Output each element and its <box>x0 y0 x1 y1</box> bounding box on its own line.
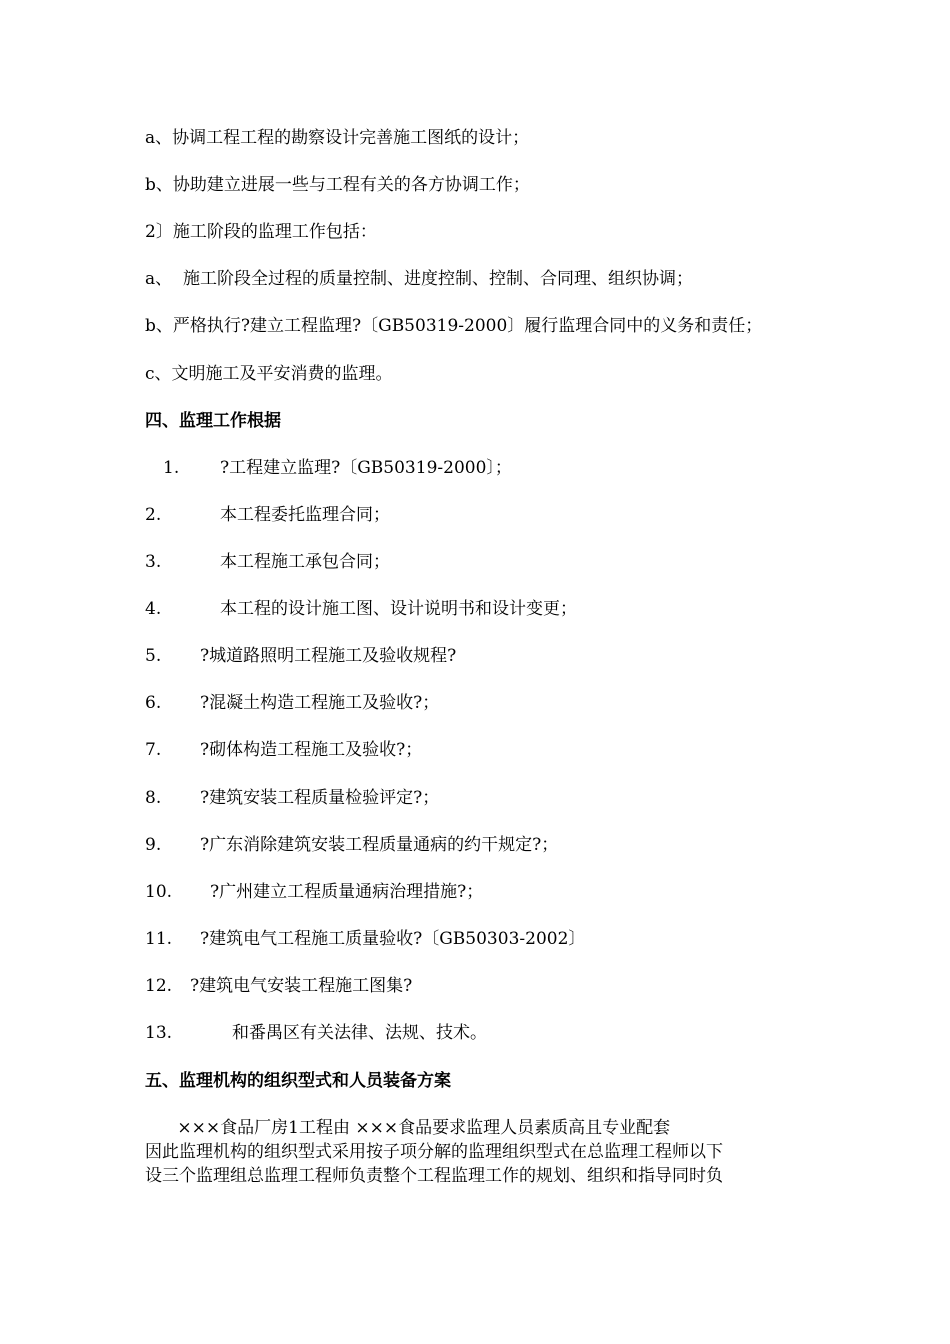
list-number: 5. <box>145 646 162 666</box>
list-text: ?广州建立工程质量通病治理措施?； <box>210 882 484 902</box>
text-line: a、协调工程工程的勘察设计完善施工图纸的设计； <box>145 128 530 148</box>
list-text: ?建筑安装工程质量检验评定?； <box>200 788 440 808</box>
text-line: c、文明施工及平安消费的监理。 <box>145 364 393 384</box>
list-number: 2. <box>145 505 162 525</box>
list-text: 和番禺区有关法律、法规、技术。 <box>232 1023 487 1043</box>
list-number: 7. <box>145 740 162 760</box>
list-text: ?建筑电气工程施工质量验收?〔GB50303-2002〕 <box>200 929 586 949</box>
paragraph-line: ×××食品厂房1工程由 ×××食品要求监理人员素质高且专业配套 <box>145 1118 671 1138</box>
list-number: 9. <box>145 835 162 855</box>
list-number: 10. <box>145 882 173 902</box>
text-line: b、协助建立进展一些与工程有关的各方协调工作； <box>145 175 530 195</box>
list-text: 本工程施工承包合同； <box>220 552 390 572</box>
text-line: a、 施工阶段全过程的质量控制、进度控制、控制、合同理、组织协调； <box>145 269 693 289</box>
text-line: 2〕施工阶段的监理工作包括： <box>145 222 377 242</box>
list-text: ?广东消除建筑安装工程质量通病的约干规定?； <box>200 835 559 855</box>
list-text: ?城道路照明工程施工及验收规程? <box>200 646 457 666</box>
paragraph-line: 设三个监理组总监理工程师负责整个工程监理工作的规划、组织和指导同时负 <box>145 1166 723 1186</box>
paragraph-line: 因此监理机构的组织型式采用按子项分解的监理组织型式在总监理工程师以下 <box>145 1142 723 1162</box>
list-text: ?建筑电气安装工程施工图集? <box>190 976 413 996</box>
list-text: ?工程建立监理?〔GB50319-2000〕； <box>220 458 512 478</box>
list-number: 6. <box>145 693 162 713</box>
body-paragraph <box>145 1116 800 1188</box>
list-number: 11. <box>145 929 173 949</box>
list-number: 8. <box>145 788 162 808</box>
list-number: 3. <box>145 552 162 572</box>
list-text: ?混凝土构造工程施工及验收?； <box>200 693 440 713</box>
list-number: 12. <box>145 976 173 996</box>
list-text: 本工程委托监理合同； <box>220 505 390 525</box>
text-line: b、严格执行?建立工程监理?〔GB50319-2000〕履行监理合同中的义务和责任； <box>145 316 763 336</box>
section-heading: 五、监理机构的组织型式和人员装备方案 <box>145 1071 451 1091</box>
list-text: 本工程的设计施工图、设计说明书和设计变更； <box>220 599 577 619</box>
list-number: 13. <box>145 1023 173 1043</box>
section-heading: 四、监理工作根据 <box>145 411 281 431</box>
list-number: 4. <box>145 599 162 619</box>
list-number: 1. <box>163 458 180 478</box>
list-text: ?砌体构造工程施工及验收?； <box>200 740 423 760</box>
